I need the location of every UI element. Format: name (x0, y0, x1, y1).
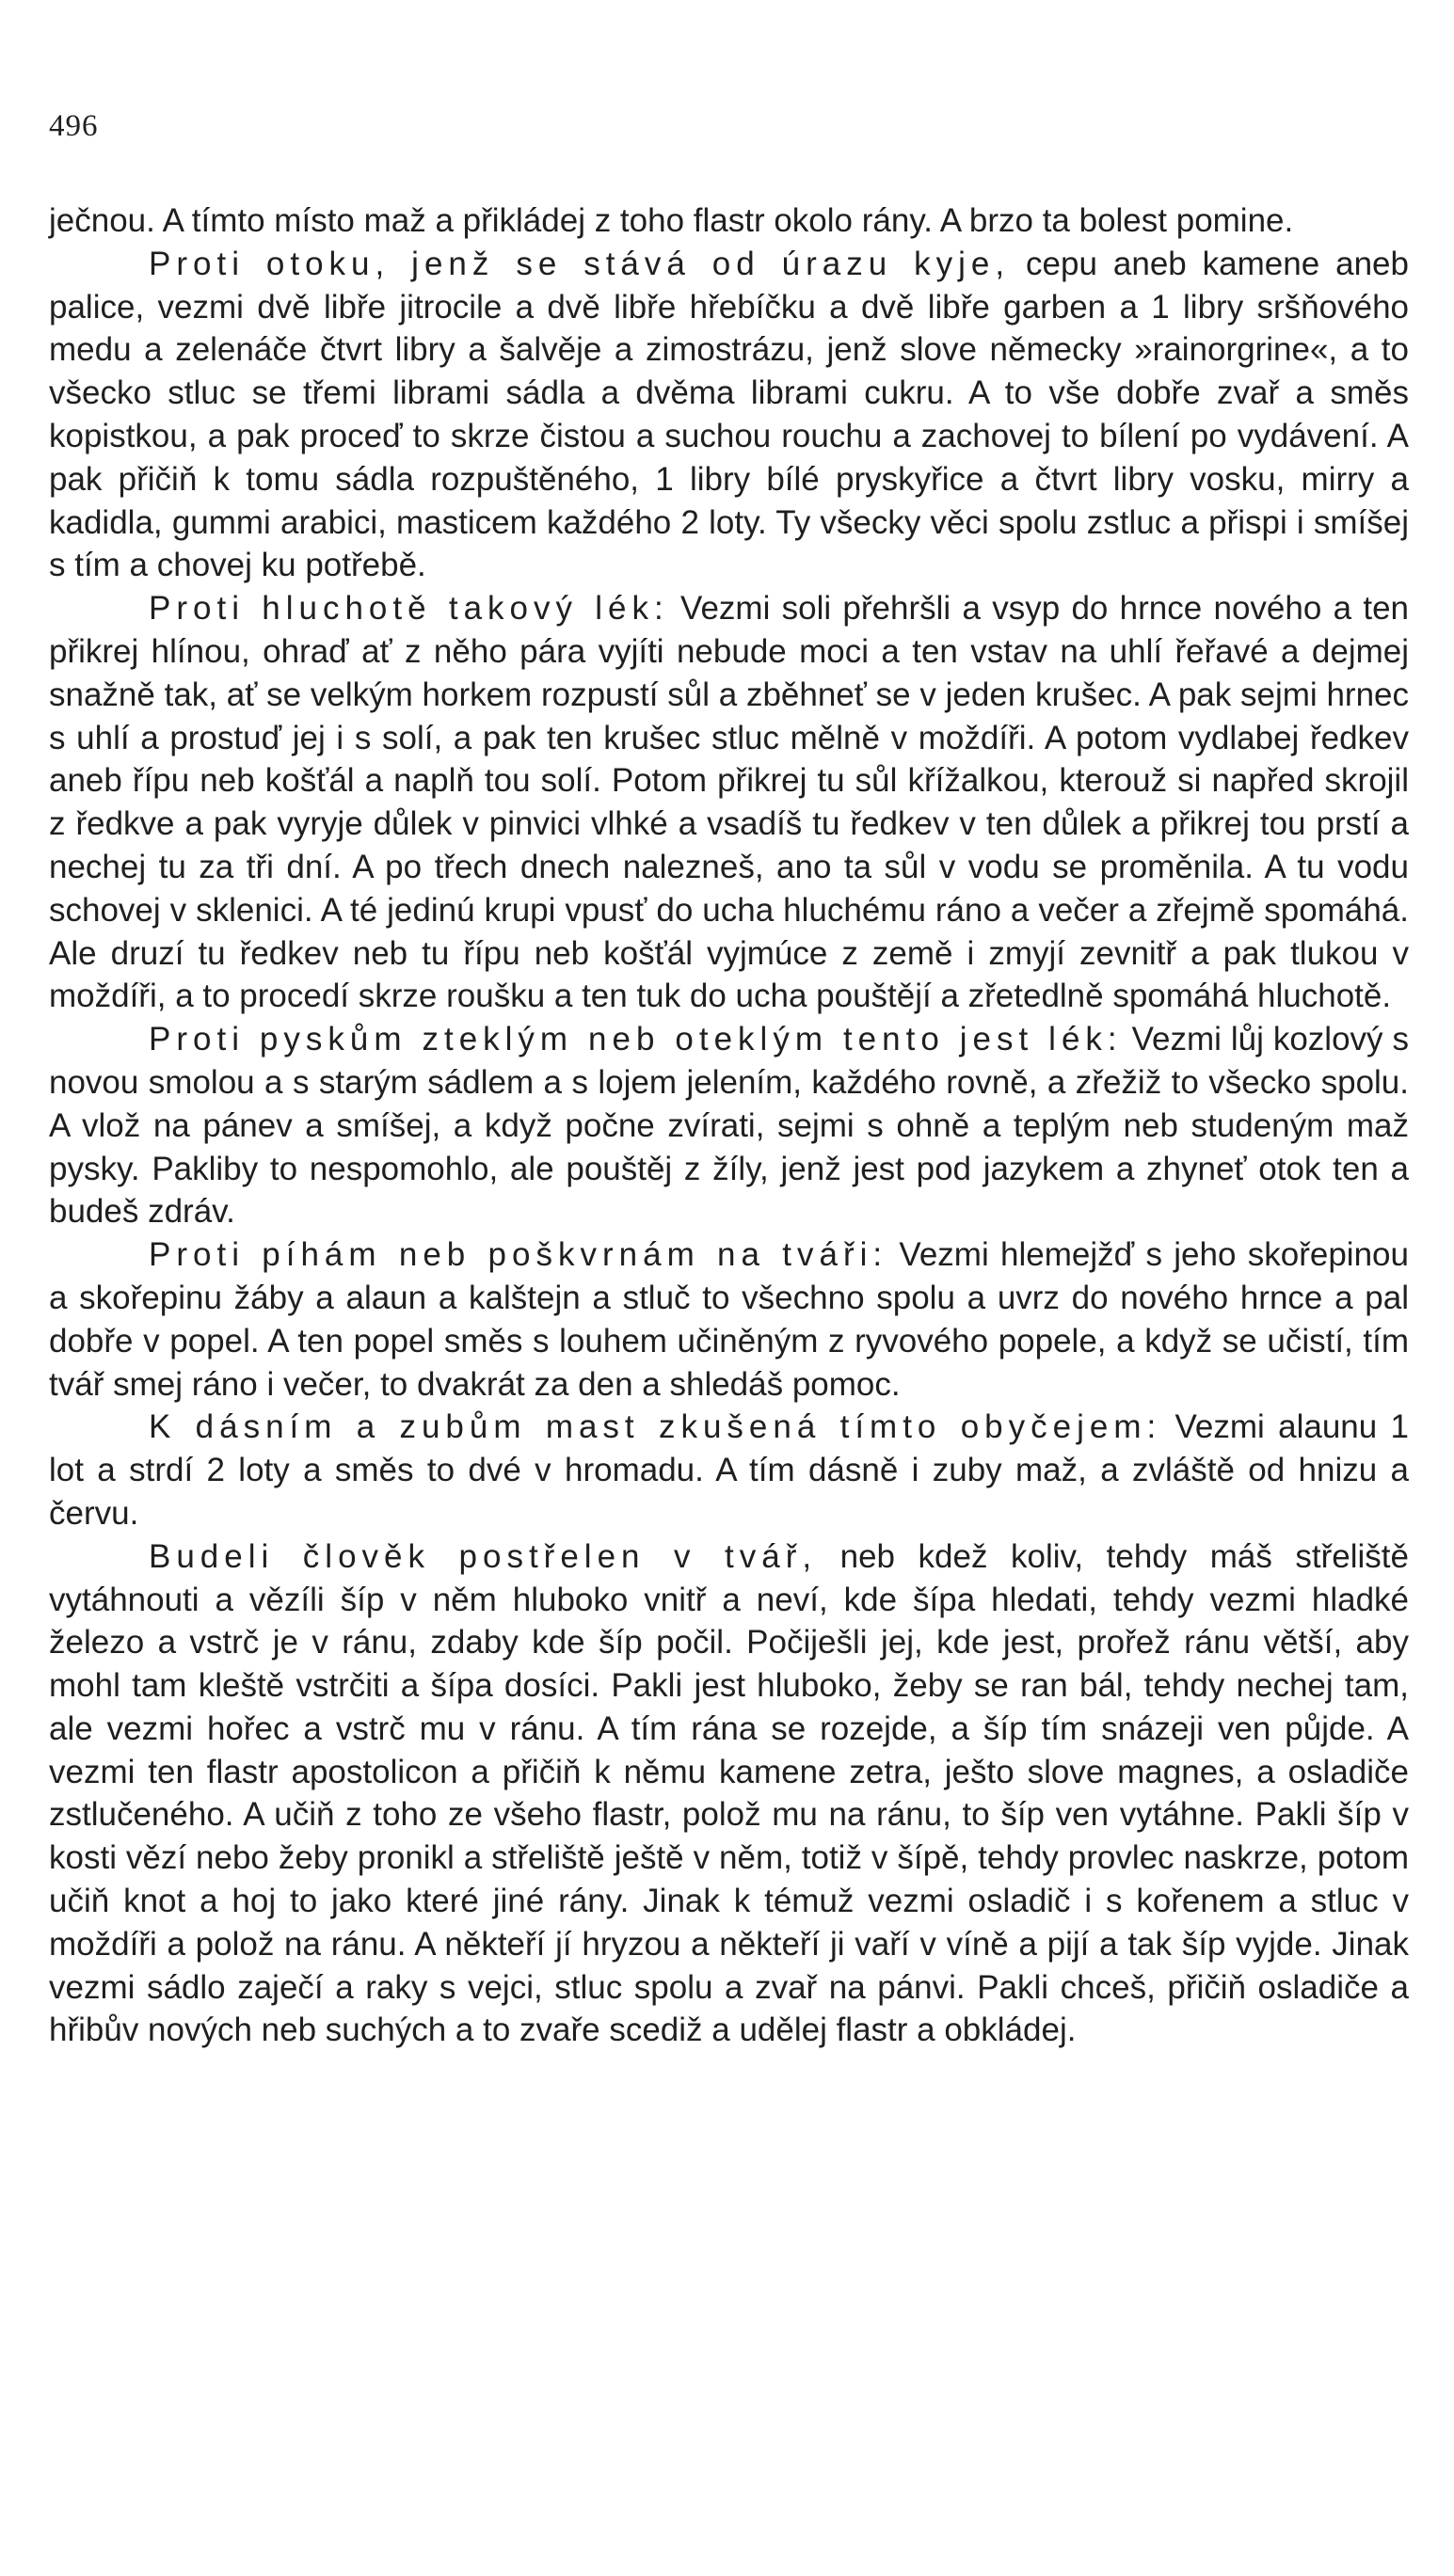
paragraph-body: neb kdež koliv, tehdy máš střeliště vytáhnouti a vězíli šíp v něm hluboko vnitř a neví, kde šípa hledati, tehdy vezmi hladké železo a vstrč je v ránu, zdaby kde šíp počil. Počiješli jej, kde jest, prořež ránu větší, aby mohl tam kleště vstrčiti a šípa dosíci. Pakli jest hluboko, žeby se ran bál, tehdy nechej tam, ale vezmi hořec a vstrč mu v ránu. A tím rána se rozejde, a šíp tím snázeji ven půjde. A vezmi ten flastr apostolicon a přičiň k němu kamene zetra, ješto slove magnes, a osladiče zstlučeného. A učiň z toho ze všeho flastr, polož mu na ránu, to šíp ven vytáhne. Pakli šíp v kosti vězí nebo žeby pronikl a střeliště ještě v něm, totiž v šípě, tehdy provlec naskrze, potom učiň knot a hoj to jako které jiné rány. Jinak k témuž vezmi osladič i s kořenem a stluc v moždíři a polož na ránu. A někteří jí hryzou a někteří ji vaří v víně a pijí a tak šíp vyjde. Jinak vezmi sádlo zaječí a raky s vejci, stluc spolu a zvař na pánvi. Pakli chceš, přičiň osladiče a hřibův nových neb suchých a to zvaře scediž a udělej flastr a obkládej. (49, 1537, 1409, 2049)
paragraph-body: ječnou. A tímto místo maž a přikládej z toho flastr okolo rány. A brzo ta bolest pomine. (49, 202, 1294, 239)
page-number: 496 (49, 109, 99, 143)
paragraph-lip-remedy (49, 1018, 1409, 1233)
paragraph-body: Vezmi soli přehršli a vsyp do hrnce nového a ten přikrej hlínou, ohraď ať z něho pára vyjíti nebude moci a ten vstav na uhlí řeřavé a dejmej snažně tak, ať se velkým horkem rozpustí sůl a zběhneť se v jeden krušec. A pak sejmi hrnec s uhlí a prostuď jej i s solí, a pak ten krušec stluc mělně v moždíři. A potom vydlabej ředkev aneb řípu neb košťál a naplň tou solí. Potom přikrej tu sůl křížalkou, kterouž si napřed skrojil z ředkve a pak vyryje důlek v pinvici vlhké a vsadíš tu ředkev v ten důlek a přikrej tou prstí a nechej tu za tři dní. A po třech dnech nalezneš, ano ta sůl v vodu se proměnila. A tu vodu schovej v sklenici. A té jedinú krupi vpusť do ucha hluchému ráno a večer a zřejmě spomáhá. Ale druzí tu ředkev neb tu řípu neb košťál vyjmúce z země i zmyjí zevnitř a pak tlukou v moždíři, a to procedí skrze roušku a ten tuk do ucha pouštějí a zřetedlně spomáhá hluchotě. (49, 590, 1410, 1015)
paragraph-heading: Budeli člověk postřelen v tvář, (149, 1537, 818, 1575)
paragraph-body: Vezmi alaunu 1 lot a strdí 2 loty a směs to dvé v hromadu. A tím dásně i zuby maž, a zvláště od hnizu a červu. (49, 1408, 1409, 1532)
paragraph-gum-remedy (49, 1406, 1409, 1534)
paragraph-heading: Proti hluchotě takový lék: (149, 590, 669, 628)
paragraph-body: cepu aneb kamene aneb palice, vezmi dvě libře jitrocile a dvě libře hřebíčku a dvě libře garben a 1 libry sršňového medu a zelenáče čtvrt libry a šalvěje a zimostrázu, jenž slove německy »rainorgrine«, a to všecko stluc se třemi librami sádla a dvěma librami cukru. A to vše dobře zvař a směs kopistkou, a pak proceď to skrze čistou a suchou rouchu a zachovej to bílení po vydávení. A pak přičiň k tomu sádla rozpuštěného, 1 libry bílé pryskyřice a čtvrt libry vosku, mirry a kadidla, gummi arabici, masticem každého 2 loty. Ty všecky věci spolu zstluc a přispi i smíšej s tím a chovej ku potřebě. (49, 245, 1409, 584)
paragraph-deafness-remedy (49, 587, 1409, 1018)
paragraph-heading: Proti pyskům zteklým neb oteklým tento jest lék: (149, 1021, 1123, 1058)
paragraph-heading: Proti otoku, jenž se stává od úrazu kyje, (149, 245, 1011, 282)
page-text (49, 199, 1409, 2052)
paragraph-arrow-wound-remedy (49, 1535, 1409, 2053)
paragraph-heading: Proti píhám neb poškvrnám na tváři: (149, 1236, 888, 1274)
paragraph-swelling-remedy (49, 243, 1409, 587)
paragraph-heading: K dásním a zubům mast zkušená tímto obyčejem: (149, 1408, 1162, 1446)
paragraph-freckle-remedy (49, 1233, 1409, 1406)
paragraph-body: Vezmi lůj kozlový s novou smolou a s starým sádlem a s lojem jelením, každého rovně, a zřežiž to všecko spolu. A vlož na pánev a smíšej, a když počne zvírati, sejmi s ohně a teplým neb studeným maž pysky. Pakliby to nespomohlo, ale pouštěj z žíly, jenž jest pod jazykem a zhyneť otok ten a budeš zdráv. (49, 1021, 1410, 1231)
paragraph-continuation (49, 199, 1409, 243)
paragraph-body: Vezmi hlemejžď s jeho skořepinou a skořepinu žáby a alaun a kalštejn a stluč to všechno spolu a uvrz do nového hrnce a pal dobře v popel. A ten popel směs s louhem učiněným z ryvového popele, a když se učistí, tím tvář smej ráno i večer, to dvakrát za den a shledáš pomoc. (49, 1236, 1409, 1403)
